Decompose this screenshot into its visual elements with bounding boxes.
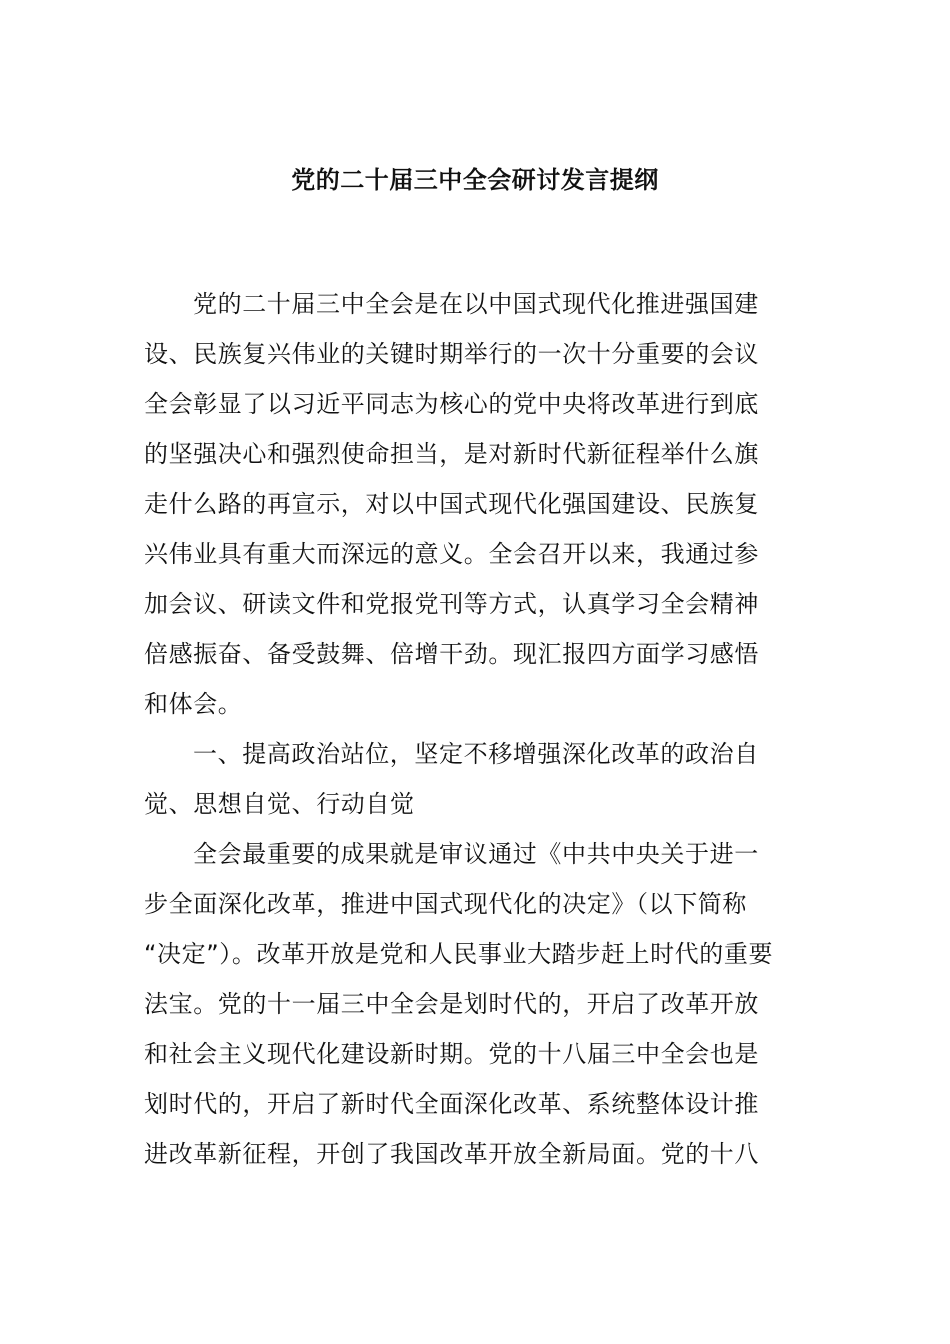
- paragraph-line: 和社会主义现代化建设新时期。党的十八届三中全会也是: [144, 1040, 759, 1068]
- paragraph-line: 和体会。: [144, 690, 243, 718]
- paragraph-line: 设、民族复兴伟业的关键时期举行的一次十分重要的会议: [144, 340, 759, 368]
- document-body: [144, 279, 806, 1179]
- section-heading-line: 觉、思想自觉、行动自觉: [144, 790, 415, 818]
- paragraph-line: 走什么路的再宣示，对以中国式现代化强国建设、民族复: [144, 490, 759, 518]
- section-heading-line: 一、提高政治站位，坚定不移增强深化改革的政治自: [193, 740, 759, 768]
- paragraph-line: 的坚强决心和强烈使命担当，是对新时代新征程举什么旗: [144, 440, 759, 468]
- paragraph-line: 步全面深化改革，推进中国式现代化的决定》（以下简称: [144, 890, 747, 918]
- paragraph-line: 倍感振奋、备受鼓舞、倍增干劲。现汇报四方面学习感悟: [144, 640, 759, 668]
- paragraph-line: 划时代的，开启了新时代全面深化改革、系统整体设计推: [144, 1090, 759, 1118]
- paragraph-line: 加会议、研读文件和党报党刊等方式，认真学习全会精神: [144, 590, 759, 618]
- paragraph-line: “决定”）。改革开放是党和人民事业大踏步赶上时代的重要: [144, 940, 774, 968]
- paragraph-line: 全会最重要的成果就是审议通过《中共中央关于进一: [193, 840, 759, 868]
- document-title: 党的二十届三中全会研讨发言提纲: [291, 166, 659, 194]
- paragraph-line: 进改革新征程，开创了我国改革开放全新局面。党的十八: [144, 1140, 759, 1168]
- paragraph-line: 全会彰显了以习近平同志为核心的党中央将改革进行到底: [144, 390, 759, 418]
- paragraph-line: 兴伟业具有重大而深远的意义。全会召开以来，我通过参: [144, 540, 759, 568]
- paragraph-line: 党的二十届三中全会是在以中国式现代化推进强国建: [193, 290, 759, 318]
- paragraph-line: 法宝。党的十一届三中全会是划时代的，开启了改革开放: [144, 990, 759, 1018]
